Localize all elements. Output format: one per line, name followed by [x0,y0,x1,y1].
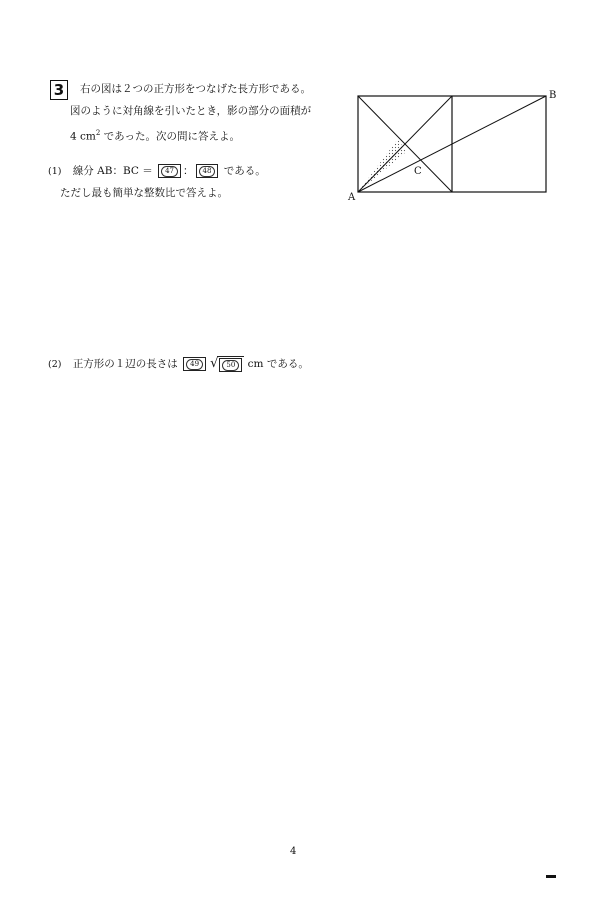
problem-line-3 [70,126,240,144]
part2-question [48,356,309,372]
problem-line-1: 右の図は２つの正方形をつなげた長方形である。 [80,83,311,95]
sqrt-radicand [217,356,244,372]
part2-prefix: 正方形の１辺の長さは [72,358,178,370]
problem-number: 3 [50,80,68,100]
page-number: 4 [290,846,297,857]
geometry-figure [340,86,570,206]
area-exponent: 2 [95,129,101,137]
area-value: 4 cm [70,130,96,143]
sqrt-symbol: √ [210,356,219,371]
answer-box-50[interactable] [219,358,242,372]
part1-note: ただし最も簡単な整数比で答えよ。 [60,187,228,199]
problem-line-2: 図のように対角線を引いたとき，影の部分の面積が [70,105,312,117]
corner-mark [546,875,556,878]
answer-number-49: 49 [186,359,203,370]
answer-box-49[interactable] [183,357,206,371]
problem-line-3-suffix: であった。次の問に答えよ。 [100,130,241,143]
label-b: B [549,90,557,101]
part1-prefix: 線分 AB：BC ＝ [72,165,153,177]
answer-number-48: 48 [199,166,216,177]
answer-box-47[interactable] [158,164,181,178]
answer-number-47: 47 [161,166,178,177]
answer-box-48[interactable] [196,164,219,178]
label-c: C [414,166,422,177]
answer-number-50: 50 [222,360,239,371]
part1-question [48,164,266,179]
part1-suffix: である。 [223,165,266,177]
part2-label: (2) [48,359,62,370]
part1-label: (1) [48,166,62,177]
label-a: A [348,192,356,203]
ratio-colon: ： [183,165,194,177]
part2-suffix: cm である。 [247,358,309,370]
